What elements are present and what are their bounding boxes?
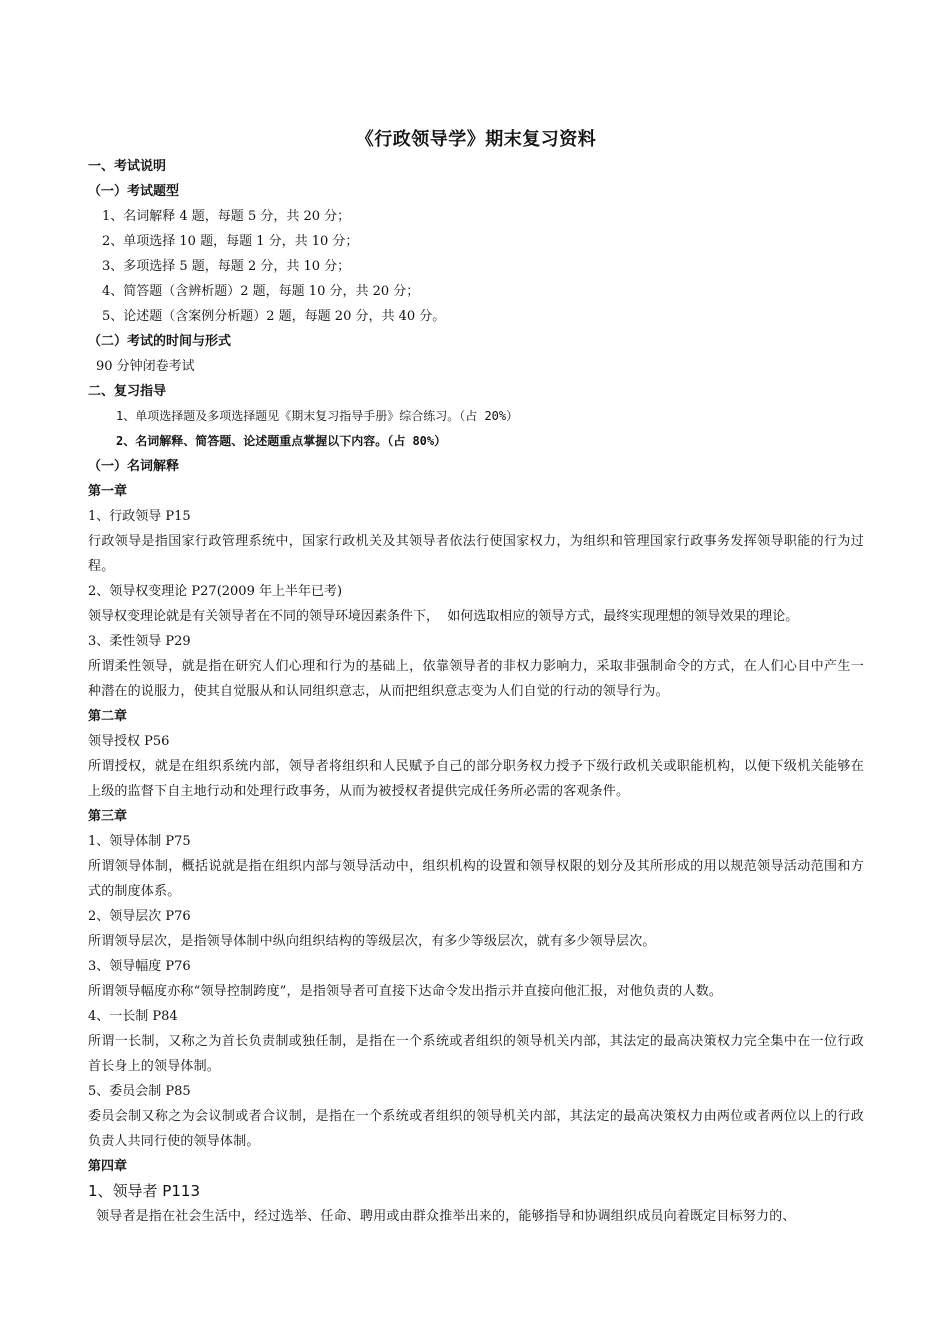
term-title: 2、领导层次 P76 [88,909,191,924]
list-item: 4、简答题（含辨析题）2 题，每题 10 分，共 20 分； [102,284,420,299]
term-definition: 所谓领导层次，是指领导体制中纵向组织结构的等级层次，有多少等级层次，就有多少领导层次。 [88,934,656,949]
body-text: 90 分钟闭卷考试 [96,359,195,374]
section-heading: 二、复习指导 [88,384,167,399]
term-definition: 所谓授权，就是在组织系统内部，领导者将组织和人民赋予自己的部分职务权力授予下级行政机关或职能机构，以便下级机关能够在上级的监督下自主地行动和处理行政事务，从而为被授权者提供完成任务所必需的客观条件。 [88,759,864,799]
chapter-heading: 第三章 [88,809,128,824]
subsection-heading: （一）名词解释 [88,459,180,474]
term-title: 1、领导体制 P75 [88,834,191,849]
list-item: 5、论述题（含案例分析题）2 题，每题 20 分，共 40 分。 [102,309,446,324]
subsection-heading: （一）考试题型 [88,184,180,199]
term-definition: 所谓一长制，又称之为首长负责制或独任制，是指在一个系统或者组织的领导机关内部，其法定的最高决策权力完全集中在一位行政首长身上的领导体制。 [88,1034,864,1074]
term-title: 4、一长制 P84 [88,1009,178,1024]
section-heading: 一、考试说明 [88,159,167,174]
term-definition: 委员会制又称之为会议制或者合议制，是指在一个系统或者组织的领导机关内部，其法定的最高决策权力由两位或者两位以上的行政负责人共同行使的领导体制。 [88,1109,864,1149]
chapter-heading: 第二章 [88,709,128,724]
guide-item: 2、名词解释、简答题、论述题重点掌握以下内容。（占 80%） [116,434,447,448]
term-definition: 所谓柔性领导，就是指在研究人们心理和行为的基础上，依靠领导者的非权力影响力，采取非强制命令的方式，在人们心目中产生一种潜在的说服力，使其自觉服从和认同组织意志，从而把组织意志变为人们自觉的行动的领导行为。 [88,659,864,699]
document-body [88,126,864,1229]
list-item: 3、多项选择 5 题，每题 2 分，共 10 分； [102,259,351,274]
term-definition: 行政领导是指国家行政管理系统中，国家行政机关及其领导者依法行使国家权力，为组织和管理国家行政事务发挥领导职能的行为过程。 [88,534,864,574]
term-title: 1、领导者 P113 [88,1182,200,1200]
chapter-heading: 第四章 [88,1159,128,1174]
list-item: 1、名词解释 4 题，每题 5 分，共 20 分； [102,209,351,224]
term-title: 3、领导幅度 P76 [88,959,191,974]
term-definition: 所谓领导幅度亦称“领导控制跨度”，是指领导者可直接下达命令发出指示并直接向他汇报，对他负责的人数。 [88,984,723,999]
subsection-heading: （二）考试的时间与形式 [88,334,232,349]
chapter-heading: 第一章 [88,484,128,499]
term-definition: 所谓领导体制，概括说就是指在组织内部与领导活动中，组织机构的设置和领导权限的划分及其所形成的用以规范领导活动范围和方式的制度体系。 [88,859,864,899]
term-title: 5、委员会制 P85 [88,1084,191,1099]
term-title: 2、领导权变理论 P27(2009 年上半年已考) [88,584,343,599]
list-item: 2、单项选择 10 题，每题 1 分，共 10 分； [102,234,359,249]
document-title: 《行政领导学》期末复习资料 [355,129,597,150]
term-definition: 领导者是指在社会生活中，经过选举、任命、聘用或由群众推举出来的，能够指导和协调组织成员向着既定目标努力的、 [96,1209,796,1224]
guide-item: 1、单项选择题及多项选择题见《期末复习指导手册》综合练习。（占 20%） [116,409,519,423]
term-title: 1、行政领导 P15 [88,509,191,524]
term-title: 领导授权 P56 [88,734,170,749]
term-definition: 领导权变理论就是有关领导者在不同的领导环境因素条件下， 如何选取相应的领导方式，最终实现理想的领导效果的理论。 [88,609,799,624]
term-title: 3、柔性领导 P29 [88,634,191,649]
